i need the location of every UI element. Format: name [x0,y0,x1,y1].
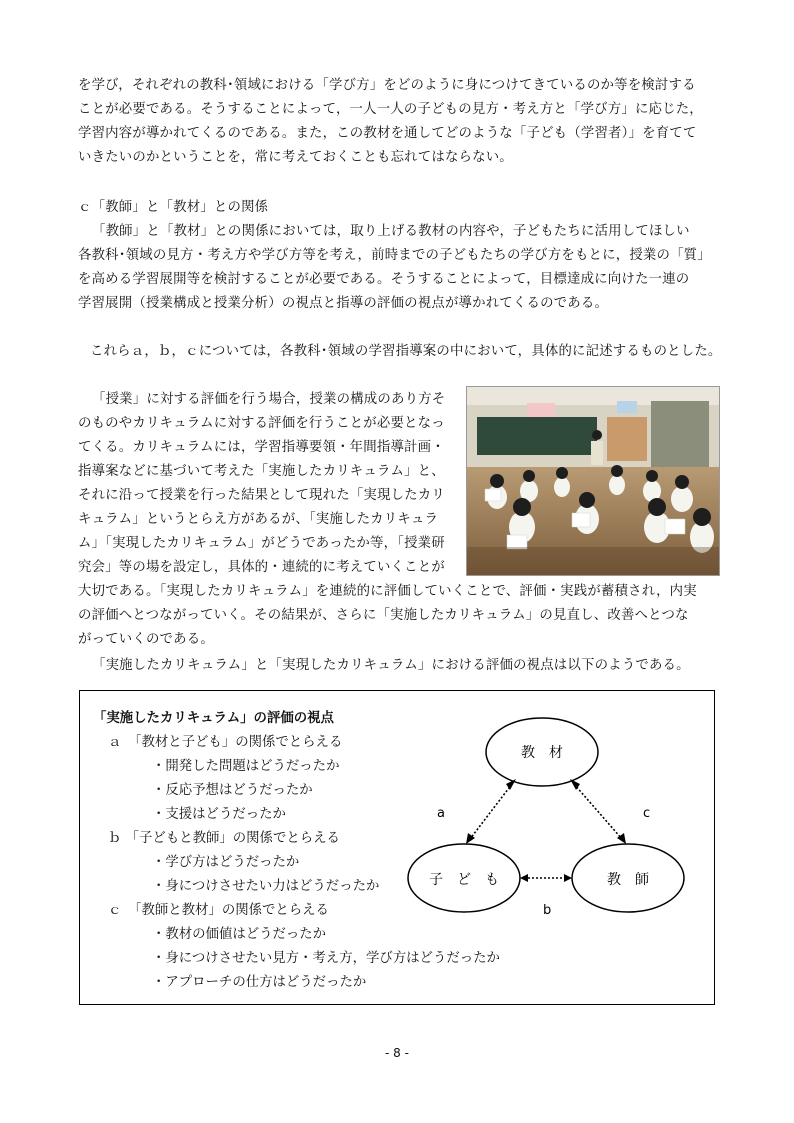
node-kodomo-label: 子 ど も [429,872,499,888]
body-line: 各教科･領域の見方・考え方や学び方等を考え，前時までの子どもたちの学び方をもとに，授業の「質」 [78,248,711,263]
arrowhead [466,833,475,844]
body-line: いきたいのかということを，常に考えておくことも忘れてはならない。 [78,150,513,165]
box-title: 「実施したカリキュラム」の評価の視点 [93,711,334,726]
body-line: 大切である。「実現したカリキュラム」を連続的に評価していくことで、評価・実践が蓄積され，内実 [78,584,697,599]
arrow-a [470,784,512,839]
body-line: を高める学習展開等を検討することが必要である。そうすることによって，目標達成に向けた一連の [78,272,690,287]
body-line: を学び，それぞれの教科･領域における「学び方」をどのように身につけてきているのか等を検討する [78,78,696,93]
box-item: ・アプローチの仕方はどうだったか [152,975,367,990]
label-a: a [437,806,445,821]
arrowhead [564,874,572,882]
section-heading: ｃ「教師」と「教材」との関係 [78,200,269,215]
box-item: ・教材の価値はどうだったか [152,927,327,942]
body-line: 指導案などに基づいて考えた「実施したカリキュラム」と、 [78,464,445,479]
page-number: - 8 - [385,1046,409,1060]
box-item: ・身につけさせたい力はどうだったか [152,879,380,894]
box-heading-b: ｂ 「子どもと教師」の関係でとらえる [108,831,340,846]
relationship-diagram [400,700,700,930]
box-item: ・支援はどうだったか [152,807,286,822]
box-heading-a: ａ 「教材と子ども」の関係でとらえる [108,735,343,750]
arrowhead [520,874,528,882]
box-item: ・身につけさせたい見方・考え方，学び方はどうだったか [152,951,500,966]
classroom-photo [466,386,720,576]
lead-line: 「実施したカリキュラム」と「実現したカリキュラム」における評価の視点は以下のようである。 [92,658,690,673]
label-b: b [543,903,552,918]
box-item: ・開発した問題はどうだったか [152,759,340,774]
body-line: 「授業」に対する評価を行う場合，授業の構成のあり方そ [92,392,446,407]
body-line: 究会」等の場を設定し，具体的・連続的に考えていくことが [78,560,445,575]
body-line: ム」「実現したカリキュラム」がどうであったか等，「授業研 [78,536,445,551]
body-line: 学習内容が導かれてくるのである。また，この教材を通してどのような「子ども（学習者）」を育てて [78,126,697,141]
body-line: てくる。カリキュラムには，学習指導要領・年間指導計画・ [78,440,445,455]
body-line: キュラム」というとらえ方があるが、「実施したカリキュラ [78,512,439,527]
body-line: 「教師」と「教材」との関係においては，取り上げる教材の内容や，子どもたちに活用してほしい [92,224,690,239]
arrowhead [617,833,626,844]
body-line: それに沿って授業を行った結果として現れた「実現したカリ [78,488,445,503]
label-c: c [643,806,651,821]
arrowhead [570,779,580,790]
box-item: ・学び方はどうだったか [152,855,300,870]
summary-line: これらａ，ｂ，ｃについては，各教科･領域の学習指導案の中において，具体的に記述するものとした。 [90,344,722,359]
body-line: がっていくのである。 [78,632,214,647]
body-line: ことが必要である。そうすることによって，一人一人の子どもの見方・考え方と「学び方」に応じた， [78,102,703,117]
body-line: の評価へとつながっていく。その結果が、さらに「実施したカリキュラム」の見直し、改善へとつな [78,608,689,623]
arrow-c [574,784,622,839]
node-kyozai-label: 教 材 [521,745,563,761]
body-line: 学習展開（授業構成と授業分析）の視点と指導の評価の視点が導かれてくるのである。 [78,296,609,311]
node-kyoshi-label: 教 師 [607,872,649,888]
box-item: ・反応予想はどうだったか [152,783,313,798]
box-heading-c: ｃ 「教師と教材」の関係でとらえる [108,903,329,918]
body-line: のものやカリキュラムに対する評価を行うことが必要となっ [78,416,445,431]
